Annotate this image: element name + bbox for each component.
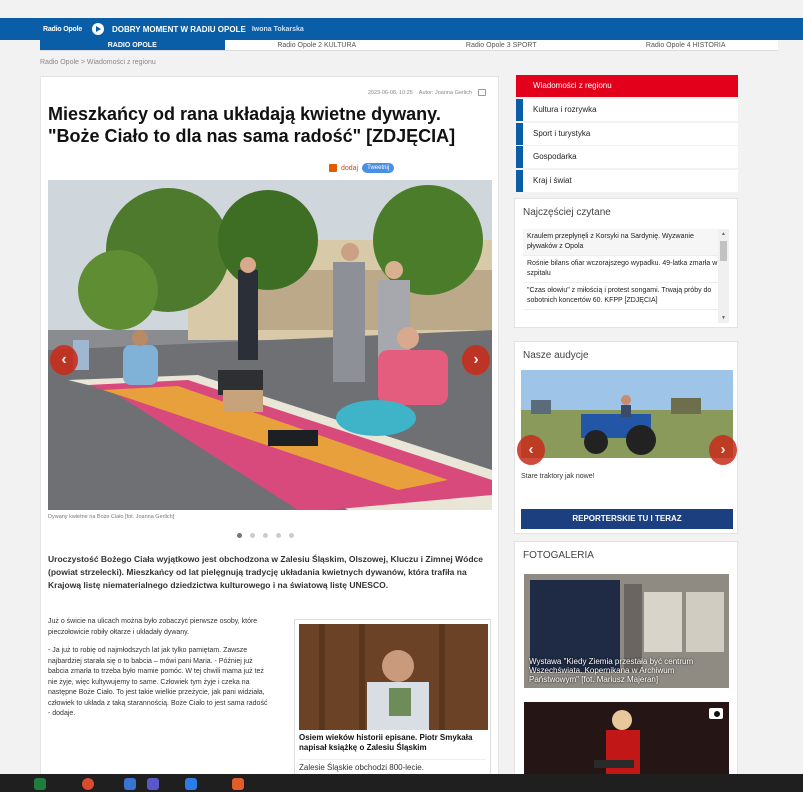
app-icon[interactable] (124, 778, 136, 790)
slider-dot[interactable] (250, 533, 255, 538)
scrollbar[interactable] (718, 229, 729, 323)
wykop-share-link[interactable]: dodaj (341, 164, 359, 172)
breadcrumb[interactable]: Radio Opole > Wiadomości z regionu (40, 59, 156, 66)
gallery-caption: Wystawa "Kiedy Ziemia przestała być centrum Wszechświata. Kopernikana w Archiwum Państwowym" [fot. Mariusz Majeran] (529, 657, 694, 684)
article-photo[interactable] (48, 180, 492, 510)
tab-radio-opole[interactable]: RADIO OPOLE (40, 40, 225, 50)
related-article-image[interactable] (299, 624, 488, 730)
top-bar (0, 18, 803, 40)
list-item[interactable]: Kraulem przepłynęli z Korsyki na Sardynię. Wyzwanie pływaków z Opola (523, 229, 723, 256)
article-paragraph: - Ja już to robię od najmłodszych lat jak tylko pamiętam. Zawsze najbardziej starała się o to babcia – mówi pani Maria. - Później już babcia zmarła to trzeba było mamie pomóc. W tej chwili mama już też nie żyje, więc kultywujemy to same. Człowiek tym żyje i czeka na następne Boże Ciało. To jest takie wielkie przeżycie, jak pani widziała, człowiek to układa z taką starannością. Boże Ciało to jest sama radość - dodaje. (48, 647, 268, 717)
radio-opole-logo[interactable]: Radio Opole (43, 25, 83, 33)
category-kraj-swiat[interactable]: Kraj i świat (516, 170, 738, 192)
most-read-box (514, 198, 738, 328)
list-item[interactable]: Rośnie bilans ofiar wczorajszego wypadku. 49-latka zmarła w szpitalu (523, 256, 723, 283)
play-icon[interactable] (92, 23, 104, 35)
app-icon[interactable] (232, 778, 244, 790)
most-read-title: Najczęściej czytane (523, 207, 611, 218)
gallery-title: FOTOGALERIA (523, 550, 594, 561)
category-kultura[interactable]: Kultura i rozrywka (516, 99, 738, 121)
teams-icon[interactable] (147, 778, 159, 790)
article-date: 2023-06-08, 10:25 (367, 89, 413, 96)
excel-icon[interactable] (34, 778, 46, 790)
station-tabs (40, 40, 778, 51)
category-sport[interactable]: Sport i turystyka (516, 123, 738, 145)
category-wiadomosci[interactable]: Wiadomości z regionu (516, 75, 738, 97)
scroll-up-icon[interactable]: ▲ (721, 231, 726, 237)
article-lead: Uroczystość Bożego Ciała wyjątkowo jest obchodzona w Zalesiu Śląskim, Olszowej, Kluczu i Zimnej Wódce (powiat strzelecki). Mieszkańcy od lat pielęgnują tradycję układania kwietnych dywanów, która trafiła na Krajową listę niematerialnego dziedzictwa kulturowego i na światową listę UNESCO. (48, 554, 484, 590)
most-read-list (523, 229, 723, 323)
photo-caption: Dywany kwietne na Boże Ciało [fot. Joanna Gerlich] (48, 514, 175, 520)
slider-dots (237, 533, 294, 538)
scroll-down-icon[interactable]: ▼ (721, 315, 726, 321)
related-article-card[interactable] (294, 619, 491, 792)
related-article-excerpt: Zalesie Śląskie obchodzi 800-lecie. (299, 759, 486, 772)
chrome-icon[interactable] (82, 778, 94, 790)
reporterskie-button[interactable]: REPORTERSKIE TU I TERAZ (521, 509, 733, 529)
now-playing-title: DOBRY MOMENT W RADIU OPOLE (112, 24, 246, 34)
article-paragraph: Już o świcie na ulicach można było zobaczyć pierwsze osoby, które pieczołowicie robiły ołtarze i układały dywany. (48, 618, 258, 636)
article-title: Mieszkańcy od rana układają kwietne dywany. "Boże Ciało to dla nas sama radość" [ZDJĘCIA] (48, 104, 456, 146)
program-image[interactable] (521, 370, 733, 458)
our-programs-title: Nasze audycje (523, 350, 589, 361)
slider-dot[interactable] (276, 533, 281, 538)
print-icon[interactable] (478, 89, 486, 96)
article-author: Autor: Joanna Gerlich (418, 89, 472, 96)
tab-kultura[interactable]: Radio Opole 2 KULTURA (277, 42, 357, 49)
category-gospodarka[interactable]: Gospodarka (516, 146, 738, 168)
article-body (48, 617, 268, 728)
photo-prev-arrow-icon[interactable]: ‹ (50, 345, 78, 375)
tweet-button[interactable]: Tweetnij (362, 163, 394, 173)
gallery-item[interactable] (524, 574, 729, 688)
tab-historia[interactable]: Radio Opole 4 HISTORIA (645, 42, 726, 49)
article-card (40, 76, 499, 792)
scrollbar-thumb[interactable] (720, 241, 727, 261)
photo-gallery-box (514, 541, 738, 792)
programs-prev-arrow-icon[interactable]: ‹ (517, 435, 545, 465)
camera-icon (709, 708, 723, 719)
list-item[interactable]: "Czas ołowiu" z miłością i protest songami. Trwają próby do sobotnich koncertów 60. KFPP [ZDJĘCIA] (523, 283, 723, 310)
slider-dot[interactable] (289, 533, 294, 538)
article-meta (368, 89, 486, 96)
app-icon[interactable] (185, 778, 197, 790)
program-caption[interactable]: Stare traktory jak nowe! (521, 473, 595, 480)
related-article-title[interactable]: Osiem wieków historii episane. Piotr Smykała napisał książkę o Zalesiu Śląskim (299, 733, 473, 752)
wykop-icon[interactable] (329, 164, 337, 172)
our-programs-box (514, 341, 738, 534)
programs-next-arrow-icon[interactable]: › (709, 435, 737, 465)
slider-dot[interactable] (263, 533, 268, 538)
photo-next-arrow-icon[interactable]: › (462, 345, 490, 375)
share-bar (329, 163, 394, 173)
now-playing-host: Iwona Tokarska (251, 25, 304, 33)
flower-carpet-photo (48, 180, 492, 510)
tab-sport[interactable]: Radio Opole 3 SPORT (465, 42, 537, 49)
windows-taskbar (0, 774, 803, 792)
slider-dot[interactable] (237, 533, 242, 538)
